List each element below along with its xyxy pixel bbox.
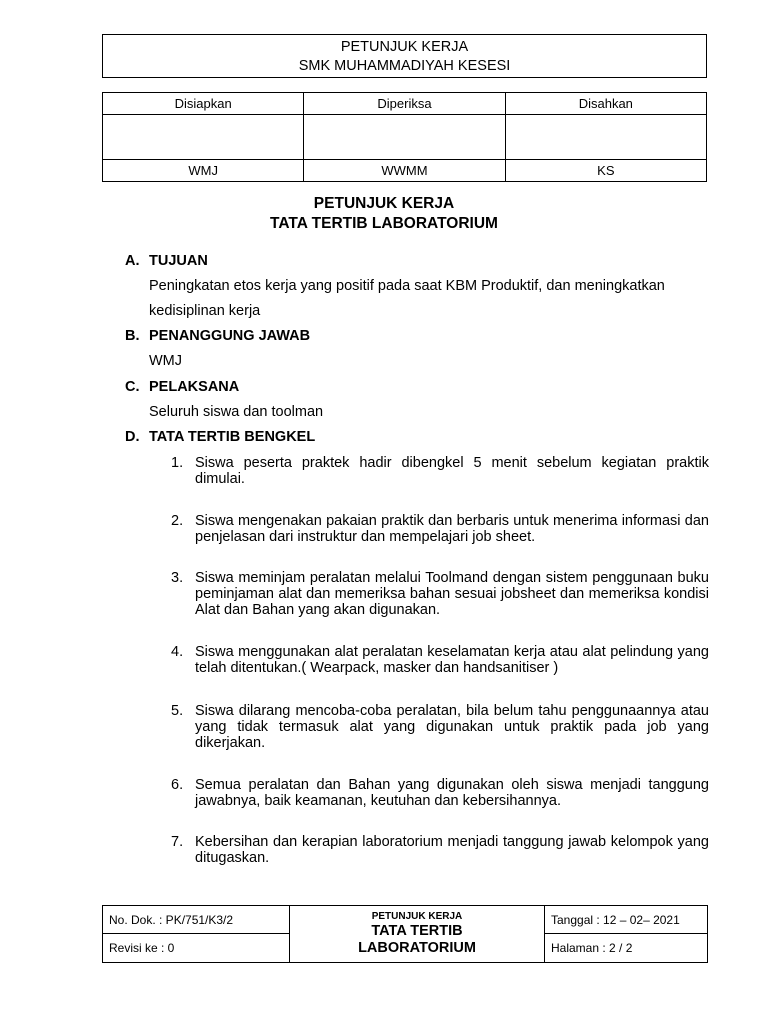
footer-date: Tanggal : 12 – 02– 2021 [545, 906, 708, 934]
approval-name-checked: WWMM [304, 160, 505, 182]
approval-header-checked: Diperiksa [304, 93, 505, 115]
footer-page: Halaman : 2 / 2 [545, 934, 708, 963]
section-b-body: WMJ [149, 353, 183, 369]
signature-cell-approved [505, 115, 706, 160]
signature-cell-prepared [103, 115, 304, 160]
doc-title-line-2: TATA TERTIB LABORATORIUM [270, 215, 498, 232]
section-a-title: TUJUAN [149, 253, 208, 269]
rule-number: 4. [171, 644, 184, 660]
section-a-body-line-2: kedisiplinan kerja [149, 303, 261, 319]
section-c-title: PELAKSANA [149, 379, 240, 395]
section-d-letter: D. [125, 429, 140, 445]
rule-number: 3. [171, 570, 184, 586]
approval-header-approved: Disahkan [505, 93, 706, 115]
section-d-title: TATA TERTIB BENGKEL [149, 429, 316, 445]
section-c-body: Seluruh siswa dan toolman [149, 404, 324, 420]
footer-revision: Revisi ke : 0 [103, 934, 290, 963]
footer-small-title: PETUNJUK KERJA [371, 911, 463, 922]
section-a-body-line-1: Peningkatan etos kerja yang positif pada saat KBM Produktif, dan meningkatkan [149, 278, 665, 294]
header-line-2: SMK MUHAMMADIYAH KESESI [298, 58, 511, 74]
approval-name-approved: KS [505, 160, 706, 182]
rule-text: Siswa menggunakan alat peralatan keselamatan kerja atau alat pelindung yang telah ditentukan.( Wearpack, masker dan handsanitiser ) [195, 644, 709, 676]
rule-number: 6. [171, 777, 184, 793]
doc-title-line-1: PETUNJUK KERJA [313, 195, 455, 212]
rule-text: Siswa meminjam peralatan melalui Toolmand dengan sistem penggunaan buku peminjaman alat dan memeriksa bahan sesuai jobsheet dan memeriksa kondisi Alat dan Bahan yang akan digunakan. [195, 570, 709, 618]
rule-text: Siswa peserta praktek hadir dibengkel 5 menit sebelum kegiatan praktik dimulai. [195, 455, 709, 487]
document-footer [102, 905, 708, 963]
rule-number: 1. [171, 455, 184, 471]
approval-header-prepared: Disiapkan [103, 93, 304, 115]
rule-text: Siswa mengenakan pakaian praktik dan berbaris untuk menerima informasi dan penjelasan dari instruktur dan mempelajari job sheet. [195, 513, 709, 545]
header-line-1: PETUNJUK KERJA [340, 39, 469, 55]
section-a-letter: A. [125, 253, 140, 269]
approval-name-prepared: WMJ [103, 160, 304, 182]
document-header [102, 34, 707, 78]
footer-big-title-1: TATA TERTIB [371, 923, 463, 939]
section-c-letter: C. [125, 379, 140, 395]
footer-doc-number: No. Dok. : PK/751/K3/2 [103, 906, 290, 934]
rule-number: 7. [171, 834, 184, 850]
footer-title-cell [290, 906, 545, 963]
approval-table [102, 92, 707, 182]
section-b-title: PENANGGUNG JAWAB [149, 328, 311, 344]
signature-cell-checked [304, 115, 505, 160]
rule-text: Siswa dilarang mencoba-coba peralatan, bila belum tahu penggunaannya atau yang tidak termasuk alat yang digunakan untuk praktik pada job yang dikerjakan. [195, 703, 709, 751]
rule-number: 2. [171, 513, 184, 529]
footer-big-title-2: LABORATORIUM [358, 940, 476, 956]
rule-number: 5. [171, 703, 184, 719]
rule-text: Kebersihan dan kerapian laboratorium menjadi tanggung jawab kelompok yang ditugaskan. [195, 834, 709, 866]
section-b-letter: B. [125, 328, 140, 344]
rule-text: Semua peralatan dan Bahan yang digunakan oleh siswa menjadi tanggung jawabnya, baik keamanan, keutuhan dan kebersihannya. [195, 777, 709, 809]
